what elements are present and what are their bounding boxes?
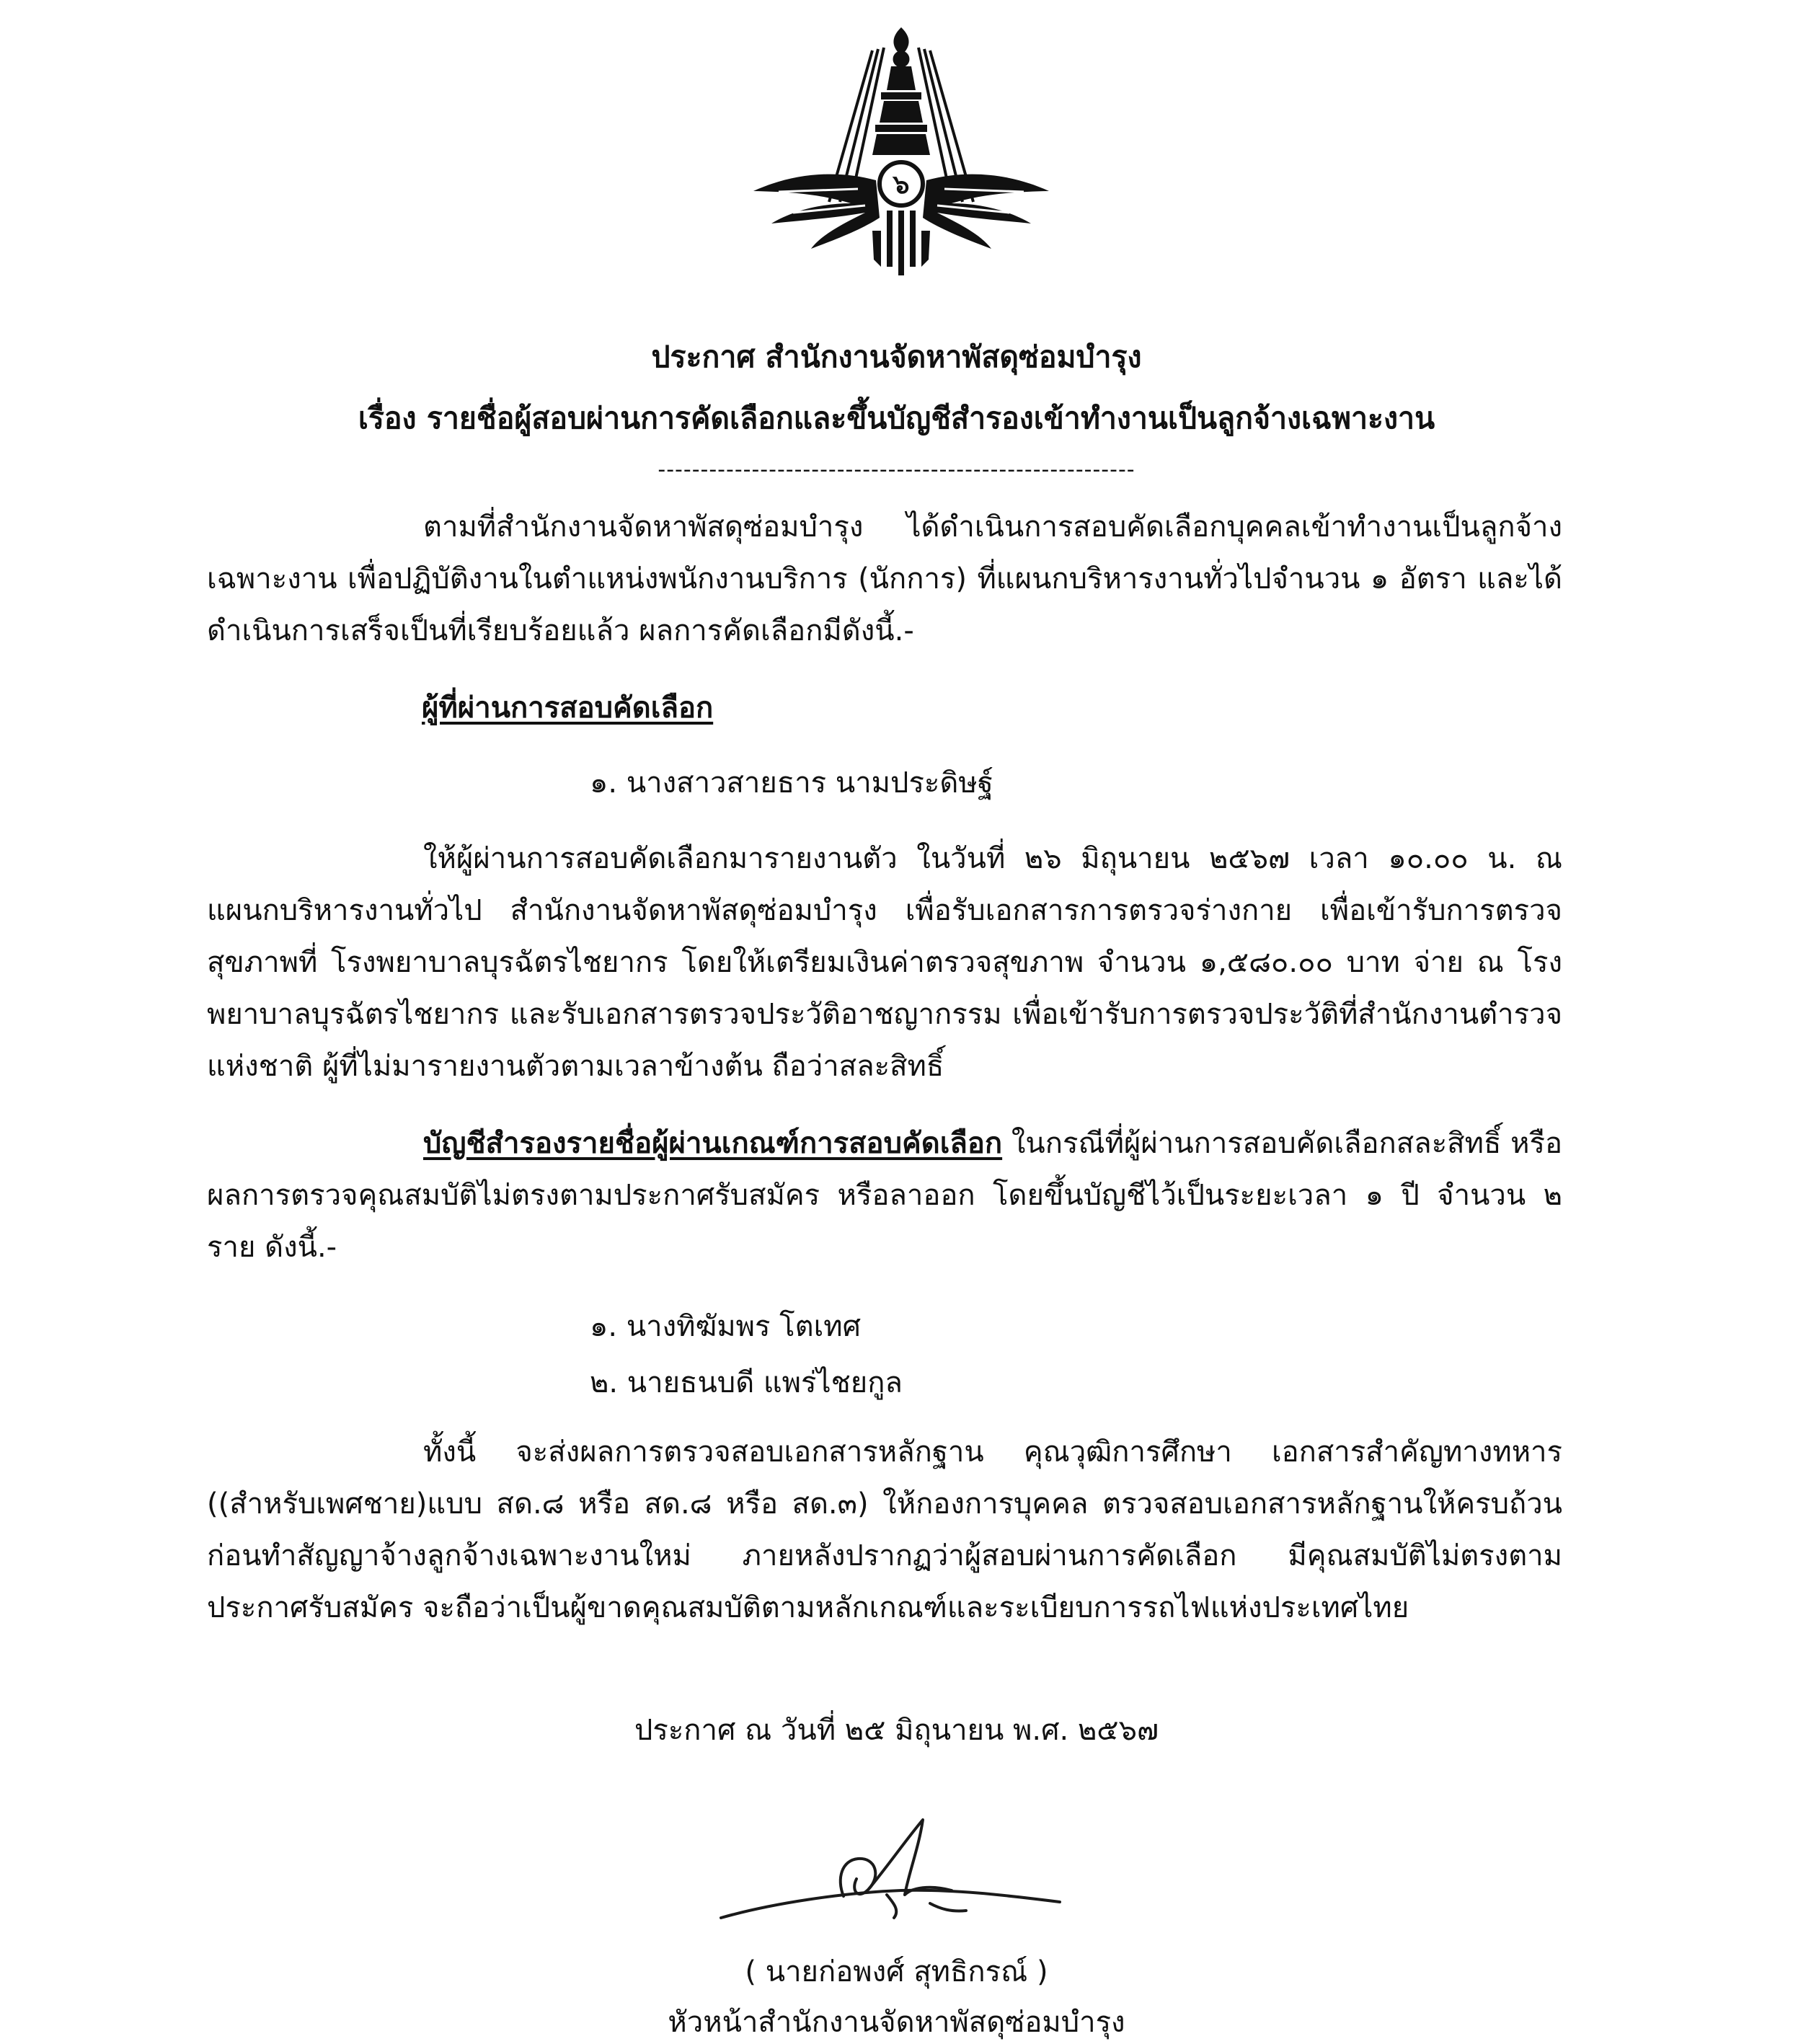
- signature-icon: [714, 1810, 1074, 1947]
- reserve-heading: บัญชีสำรองรายชื่อผู้ผ่านเกณฑ์การสอบคัดเลือก: [423, 1127, 1003, 1160]
- reserve-paragraph: [207, 1118, 1562, 1273]
- announcement-subject: เรื่อง รายชื่อผู้สอบผ่านการคัดเลือกและขึ้นบัญชีสำรองเข้าทำงานเป็นลูกจ้างเฉพาะงาน: [358, 401, 1435, 435]
- reserve-candidate-2: ๒. นายธนบดี แพร่ไชยกูล: [590, 1366, 903, 1399]
- closing-paragraph: ทั้งนี้ จะส่งผลการตรวจสอบเอกสารหลักฐาน คุณวุฒิการศึกษา เอกสารสำคัญทางทหาร ((สำหรับเพศชาย)แบบ สด.๘ หรือ สด.๘ หรือ สด.๓) ให้กองการบุคคล ตรวจสอบเอกสารหลักฐานให้ครบถ้วน ก่อนทำสัญญาจ้างลูกจ้างเฉพาะงานใหม่ ภายหลังปรากฏว่าผู้สอบผ่านการคัดเลือก มีคุณสมบัติไม่ตรงตามประกาศรับสมัคร จะถือว่าเป็นผู้ขาดคุณสมบัติตามหลักเกณฑ์และระเบียบการรถไฟแห่งประเทศไทย: [207, 1435, 1562, 1624]
- signer-name: ( นายก่อพงศ์ สุทธิกรณ์ ): [745, 1955, 1048, 1988]
- report-paragraph: ให้ผู้ผ่านการสอบคัดเลือกมารายงานตัว ในวันที่ ๒๖ มิถุนายน ๒๕๖๗ เวลา ๑๐.๐๐ น. ณ แผนกบริหารงานทั่วไป สำนักงานจัดหาพัสดุซ่อมบำรุง เพื่อรับเอกสารการตรวจร่างกาย เพื่อเข้ารับการตรวจสุขภาพที่ โรงพยาบาลบุรฉัตรไชยากร โดยให้เตรียมเงินค่าตรวจสุขภาพ จำนวน ๑,๕๘๐.๐๐ บาท จ่าย ณ โรงพยาบาลบุรฉัตรไชยากร และรับเอกสารตรวจประวัติอาชญากรรม เพื่อเข้ารับการตรวจประวัติที่สำนักงานตำรวจแห่งชาติ ผู้ที่ไม่มารายงานตัวตามเวลาข้างต้น ถือว่าสละสิทธิ์: [207, 842, 1562, 1083]
- passed-candidate-1: ๑. นางสาวสายธาร นามประดิษฐ์: [590, 766, 993, 800]
- announcement-date: ประกาศ ณ วันที่ ๒๕ มิถุนายน พ.ศ. ๒๕๖๗: [634, 1714, 1159, 1747]
- signer-title: หัวหน้าสำนักงานจัดหาพัสดุซ่อมบำรุง: [668, 2006, 1125, 2039]
- intro-paragraph: ตามที่สำนักงานจัดหาพัสดุซ่อมบำรุง ได้ดำเนินการสอบคัดเลือกบุคคลเข้าทำงานเป็นลูกจ้างเฉพาะงาน เพื่อปฏิบัติงานในตำแหน่งพนักงานบริการ (นักการ) ที่แผนกบริหารงานทั่วไปจำนวน ๑ อัตรา และได้ดำเนินการเสร็จเป็นที่เรียบร้อยแล้ว ผลการคัดเลือกมีดังนี้.-: [207, 510, 1562, 647]
- passed-heading: ผู้ที่ผ่านการสอบคัดเลือก: [422, 691, 714, 725]
- reserve-candidate-1: ๑. นางทิฆัมพร โตเทศ: [590, 1310, 862, 1343]
- emblem-icon: [750, 22, 1053, 281]
- announcement-title: ประกาศ สำนักงานจัดหาพัสดุซ่อมบำรุง: [651, 340, 1142, 374]
- svg-text:๖: ๖: [893, 170, 910, 200]
- title-divider: --------------------------------------------------------: [658, 457, 1135, 482]
- reserve-text: ในกรณีที่ผู้ผ่านการสอบคัดเลือกสละสิทธิ์ หรือผลการตรวจคุณสมบัติไม่ตรงตามประกาศรับสมัคร หรือลาออก โดยขึ้นบัญชีไว้เป็นระยะเวลา ๑ ปี จำนวน ๒ ราย ดังนี้.-: [207, 1127, 1562, 1264]
